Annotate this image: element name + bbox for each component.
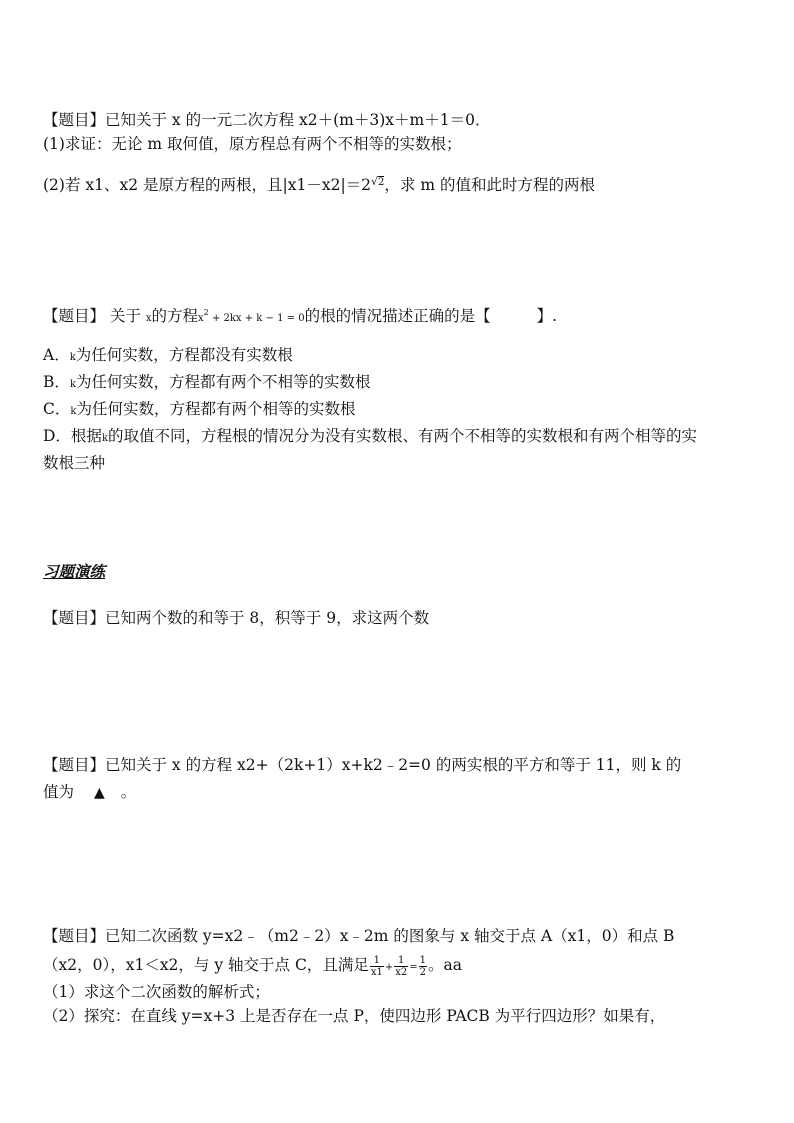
q5-line-2-post: 。aa xyxy=(428,956,462,974)
q4-line-2-pre: 值为 xyxy=(43,783,75,801)
option-b-label: B． xyxy=(43,373,70,391)
plus-sign: + xyxy=(384,962,394,973)
question-2 xyxy=(43,301,755,475)
q1-line-2: (1)求证：无论 m 取何值，原方程总有两个不相等的实数根； xyxy=(43,135,462,153)
q2-stem-end: 】. xyxy=(536,307,558,325)
equals-sign: = xyxy=(409,962,418,973)
option-b-text: 为任何实数，方程都有两个不相等的实数根 xyxy=(75,373,371,391)
q2-stem-pre: 【题目】 关于 xyxy=(43,307,141,325)
q2-option-b xyxy=(43,370,755,397)
q3-line-1: 【题目】已知两个数的和等于 8，积等于 9，求这两个数 xyxy=(43,609,430,627)
section-title: 习题演练 xyxy=(43,562,106,581)
q4-line-1: 【题目】已知关于 x 的方程 x2+（2k+1）x+k2﹣2=0 的两实根的平方和等于 11，则 k 的 xyxy=(43,756,682,774)
q4-line-2 xyxy=(43,780,755,805)
question-1 xyxy=(43,108,755,197)
option-a-text: 为任何实数，方程都没有实数根 xyxy=(75,346,293,364)
q5-line-3: （1）求这个二次函数的解析式； xyxy=(43,983,270,1001)
fraction-3 xyxy=(419,955,427,978)
option-a-label: A． xyxy=(43,346,70,364)
q2-option-c xyxy=(43,397,755,424)
fraction-2-num: 1 xyxy=(394,955,408,967)
section-header xyxy=(43,560,755,584)
sqrt-radicand: 2 xyxy=(378,177,385,188)
option-d-label: D．根据 xyxy=(43,427,102,445)
fraction-2 xyxy=(394,955,408,978)
fraction-3-num: 1 xyxy=(419,954,427,966)
q2-eq-sup: 2 xyxy=(203,308,209,317)
fraction-1-num: 1 xyxy=(370,955,384,967)
triangle-icon: ▲ xyxy=(94,785,105,801)
q1-line-3-post: ，求 m 的值和此时方程的两根 xyxy=(384,176,595,194)
q1-line-3 xyxy=(43,170,755,197)
q1-line-1: 【题目】已知关于 x 的一元二次方程 x2＋(m＋3)x＋m＋1＝0． xyxy=(43,111,491,129)
question-5 xyxy=(43,924,755,1028)
sqrt-sign-icon: √ xyxy=(371,175,379,188)
option-c-k: k xyxy=(70,406,77,417)
option-c-text: 为任何实数，方程都有两个相等的实数根 xyxy=(76,400,356,418)
q5-line-2 xyxy=(43,953,755,980)
fraction-1 xyxy=(370,955,384,978)
q2-stem-mid: 的方程 xyxy=(151,307,199,325)
option-d-k: k xyxy=(101,433,108,444)
q5-line-2-pre: （x2，0），x1＜x2，与 y 轴交于点 C，且满足 xyxy=(43,956,369,974)
q2-equation xyxy=(198,308,305,324)
fraction-3-den: 2 xyxy=(419,966,427,978)
q2-stem-x: x xyxy=(145,313,152,324)
option-c-label: C． xyxy=(43,400,71,418)
q5-line-4: （2）探究：在直线 y=x+3 上是否存在一点 P，使四边形 PACB 为平行四边形？如果有， xyxy=(43,1007,666,1025)
q2-option-d xyxy=(43,424,755,451)
q2-stem xyxy=(43,301,755,331)
q1-line-3-pre: (2)若 x1、x2 是原方程的两根，且|x1－x2|＝2 xyxy=(43,176,372,194)
q2-option-d-tail: 数根三种 xyxy=(43,454,106,472)
q4-line-2-post: 。 xyxy=(120,783,137,801)
fraction-1-den: x1 xyxy=(370,966,383,978)
option-b-k: k xyxy=(69,379,76,390)
option-d-text: 的取值不同，方程根的情况分为没有实数根、有两个不相等的实数根和有两个相等的实 xyxy=(108,427,698,445)
q2-eq-rest: + 2kx + k − 1 = 0 xyxy=(208,313,305,324)
q2-option-a xyxy=(43,343,755,370)
option-a-k: k xyxy=(69,352,76,363)
fraction-2-den: x2 xyxy=(395,966,408,978)
q2-eq-x: x xyxy=(198,313,204,324)
question-4 xyxy=(43,753,755,805)
q2-stem-post: 的根的情况描述正确的是【 xyxy=(304,307,491,325)
question-3 xyxy=(43,606,755,630)
sqrt-expression xyxy=(371,170,384,197)
q5-line-1: 【题目】已知二次函数 y=x2﹣（m2﹣2）x﹣2m 的图象与 x 轴交于点 A（x1，0）和点 B xyxy=(43,927,675,945)
